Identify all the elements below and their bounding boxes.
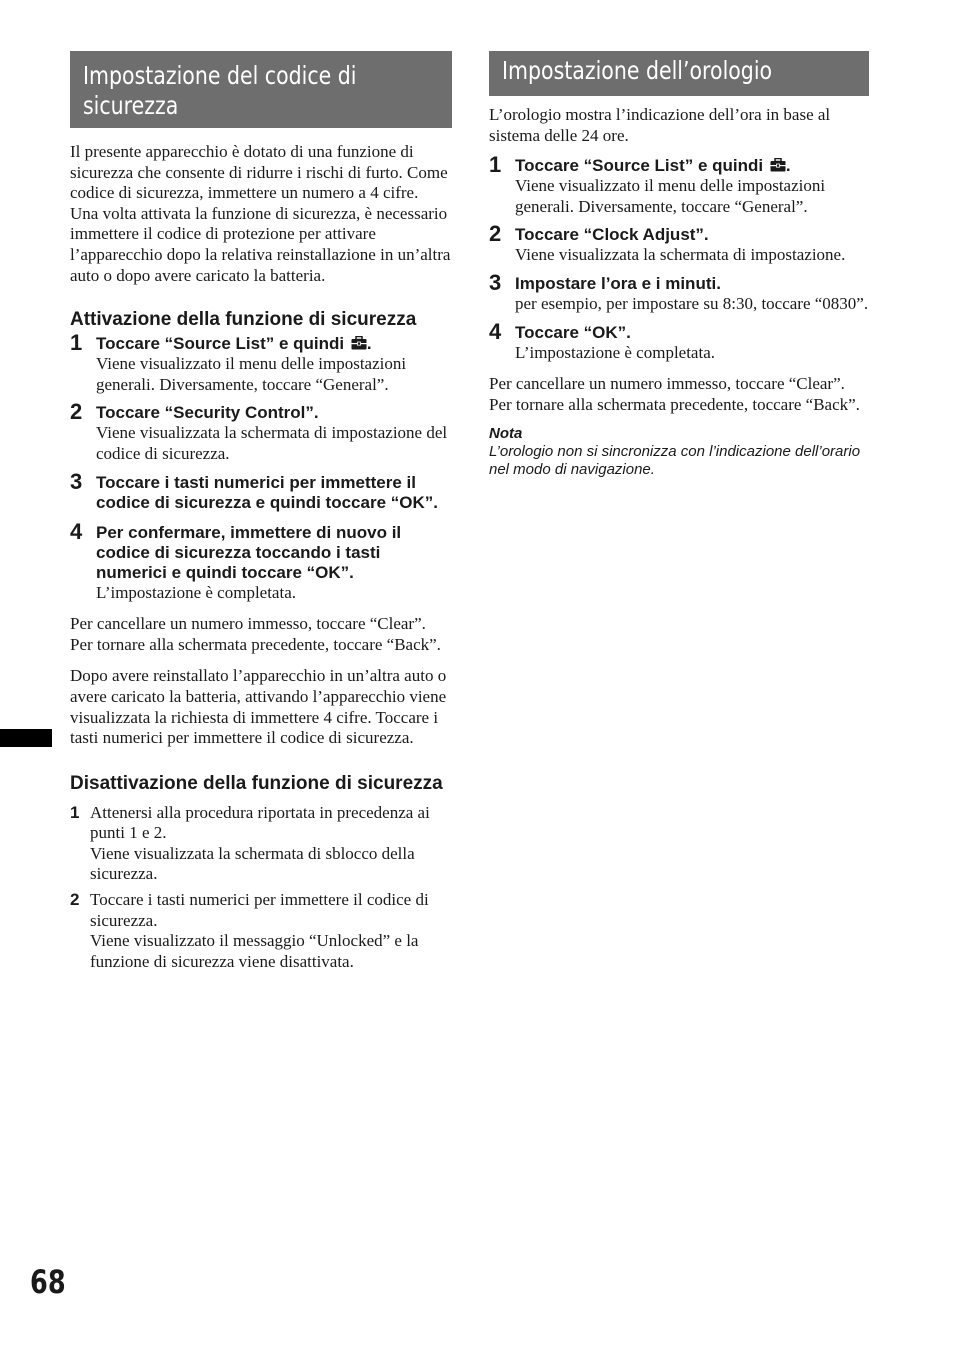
- step-number: 4: [489, 318, 502, 344]
- step-title-end: .: [785, 156, 791, 176]
- step-number: 4: [70, 518, 83, 544]
- note-clear: Per cancellare un numero immesso, toccare “Clear”.: [489, 374, 845, 394]
- step-text: Toccare i tasti numerici per immettere il codice di sicurezza.: [90, 890, 429, 930]
- left-column: [70, 51, 452, 972]
- step-description: Viene visualizzato il messaggio “Unlocked” e la funzione di sicurezza viene disattivata.: [90, 931, 419, 971]
- section-heading-clock: [489, 51, 869, 96]
- clock-step-3: [489, 269, 869, 315]
- step-title-end: .: [366, 334, 372, 354]
- step-number: 1: [489, 152, 502, 178]
- step-number: 3: [489, 269, 502, 295]
- step-text: Attenersi alla procedura riportata in precedenza ai punti 1 e 2.: [90, 802, 430, 843]
- clock-step-2: [489, 221, 869, 266]
- intro-paragraph-2: Una volta attivata la funzione di sicurezza, è necessario immettere il codice di protezione per attivare l’apparecchio dopo la relativa reinstallazione in un’altra auto o dopo avere caricato la batteria.: [70, 203, 451, 285]
- step-title: Toccare i tasti numerici per immettere il codice di sicurezza e quindi toccare “OK”.: [96, 472, 438, 512]
- step-title: Per confermare, immettere di nuovo il codice di sicurezza toccando i tasti numerici e quindi toccare “OK”.: [96, 522, 402, 582]
- deactivation-step-2: [70, 890, 452, 972]
- toolbox-icon: [351, 336, 367, 350]
- nota-text: L’orologio non si sincronizza con l’indicazione dell’orario nel modo di navigazione.: [489, 443, 861, 479]
- step-number: 3: [70, 468, 83, 494]
- clock-intro: L’orologio mostra l’indicazione dell’ora in base al sistema delle 24 ore.: [489, 105, 831, 145]
- step-description: L’impostazione è completata.: [515, 342, 715, 362]
- subheading-deactivation: Disattivazione della funzione di sicurezza: [70, 772, 443, 794]
- step-number: 2: [70, 890, 80, 910]
- step-description: Viene visualizzato il menu delle impostazioni generali. Diversamente, toccare “General”.: [96, 354, 407, 394]
- heading-line-1: Impostazione del codice di: [83, 61, 357, 90]
- heading-line-2: sicurezza: [83, 91, 179, 120]
- note-clear: Per cancellare un numero immesso, toccare “Clear”.: [70, 614, 426, 634]
- intro-paragraph-1: Il presente apparecchio è dotato di una funzione di sicurezza che consente di ridurre i rischi di furto. Come codice di sicurezza, immettere un numero a 4 cifre.: [70, 142, 448, 203]
- step-title: Toccare “Source List” e quindi: [96, 334, 345, 354]
- step-description: Viene visualizzata la schermata di impostazione.: [515, 245, 846, 265]
- activation-step-3: [70, 468, 452, 513]
- step-description: Viene visualizzato il menu delle impostazioni generali. Diversamente, toccare “General”.: [515, 176, 826, 216]
- activation-step-1: [70, 330, 452, 395]
- note-back: Per tornare alla schermata precedente, toccare “Back”.: [70, 634, 441, 654]
- note-back: Per tornare alla schermata precedente, toccare “Back”.: [489, 394, 860, 414]
- page-number: 68: [30, 1263, 66, 1301]
- clock-step-4: [489, 318, 869, 364]
- step-title: Toccare “Source List” e quindi: [515, 156, 764, 176]
- nota-label: Nota: [489, 425, 523, 443]
- subheading-activation: Attivazione della funzione di sicurezza: [70, 309, 417, 331]
- step-title: Toccare “Clock Adjust”.: [515, 225, 709, 245]
- step-title: Impostare l’ora e i minuti.: [515, 273, 721, 293]
- section-thumb-tab: [0, 729, 52, 747]
- step-description: Viene visualizzata la schermata di impostazione del codice di sicurezza.: [96, 423, 448, 463]
- step-number: 1: [70, 802, 80, 822]
- step-title: Toccare “OK”.: [515, 322, 631, 342]
- right-column: [489, 51, 869, 479]
- deactivation-step-1: [70, 803, 452, 885]
- step-title: Toccare “Security Control”.: [96, 403, 319, 423]
- clock-step-1: [489, 152, 869, 217]
- step-number: 2: [489, 221, 502, 247]
- step-description: Viene visualizzata la schermata di sblocco della sicurezza.: [90, 843, 415, 884]
- activation-step-4: [70, 518, 452, 604]
- step-description: L’impostazione è completata.: [96, 582, 296, 602]
- toolbox-icon: [770, 158, 786, 172]
- heading-text: Impostazione dell’orologio: [502, 56, 773, 85]
- step-number: 2: [70, 399, 83, 425]
- activation-step-2: [70, 399, 452, 464]
- note-reinstall: Dopo avere reinstallato l’apparecchio in un’altra auto o avere caricato la batteria, attivando l’apparecchio viene visualizzata la richiesta di immettere 4 cifre. Toccare i tasti numerici per immettere il codice di sicurezza.: [70, 666, 447, 748]
- step-description: per esempio, per impostare su 8:30, toccare “0830”.: [515, 293, 869, 313]
- section-heading-security: [70, 51, 452, 128]
- step-number: 1: [70, 330, 83, 356]
